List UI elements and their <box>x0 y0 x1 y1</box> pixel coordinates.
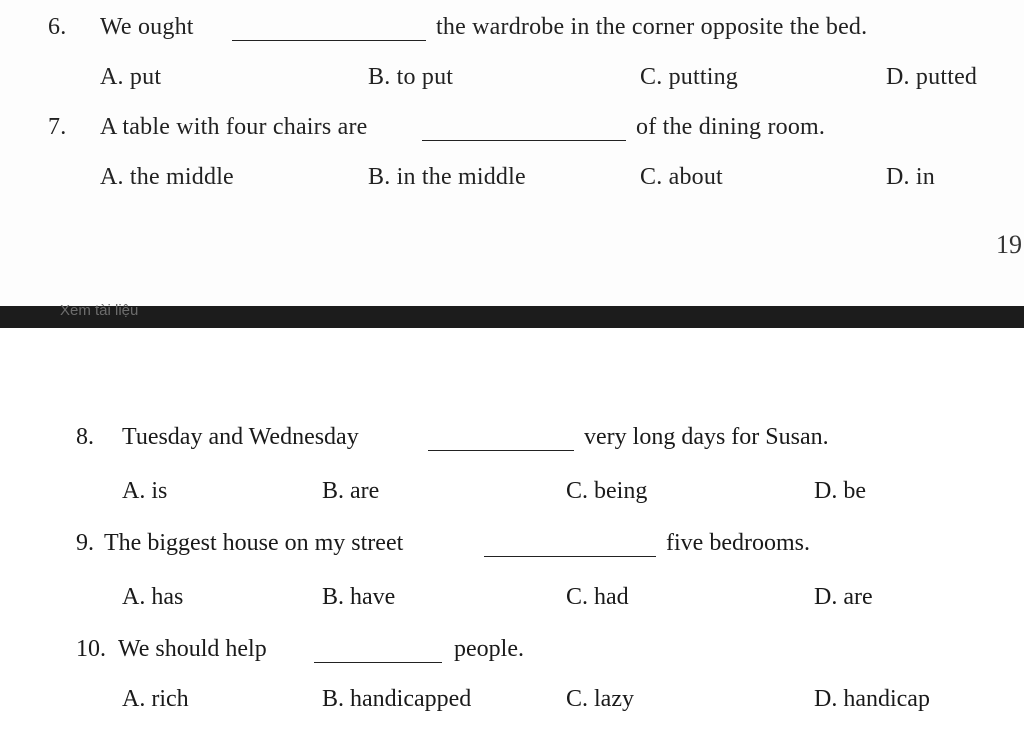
option-a[interactable]: A. rich <box>122 686 189 712</box>
answer-blank <box>428 430 574 451</box>
question-text-before: We ought <box>100 14 194 40</box>
question-text-before: The biggest house on my street <box>104 530 404 556</box>
page-number: 19 <box>996 230 1022 259</box>
question-number: 8. <box>76 424 94 450</box>
question-text-after: very long days for Susan. <box>584 424 829 450</box>
overlay-link-text[interactable]: Xem tài liệu <box>60 302 139 319</box>
option-b[interactable]: B. in the middle <box>368 164 526 190</box>
question-text-before: Tuesday and Wednesday <box>122 424 359 450</box>
question-text-after: of the dining room. <box>636 114 826 140</box>
option-c[interactable]: C. about <box>640 164 723 190</box>
option-d[interactable]: D. be <box>814 478 866 504</box>
question-number: 7. <box>48 114 67 140</box>
option-b[interactable]: B. have <box>322 584 396 610</box>
upper-page-scan <box>0 0 1024 306</box>
question-text-after: five bedrooms. <box>666 530 810 556</box>
answer-blank <box>232 20 426 41</box>
question-text-before: We should help <box>118 636 267 662</box>
option-b[interactable]: B. are <box>322 478 380 504</box>
option-c[interactable]: C. lazy <box>566 686 634 712</box>
question-text-after: the wardrobe in the corner opposite the bed. <box>436 14 868 40</box>
option-d[interactable]: D. handicap <box>814 686 930 712</box>
option-a[interactable]: A. put <box>100 64 162 90</box>
answer-blank <box>314 642 442 663</box>
question-text-before: A table with four chairs are <box>100 114 368 140</box>
option-c[interactable]: C. being <box>566 478 648 504</box>
lower-page-scan <box>0 328 1024 732</box>
answer-blank <box>484 536 656 557</box>
option-a[interactable]: A. the middle <box>100 164 234 190</box>
option-d[interactable]: D. in <box>886 164 935 190</box>
option-c[interactable]: C. putting <box>640 64 739 90</box>
question-number: 10. <box>76 636 106 662</box>
question-number: 6. <box>48 14 67 40</box>
option-b[interactable]: B. handicapped <box>322 686 472 712</box>
option-d[interactable]: D. putted <box>886 64 978 90</box>
option-c[interactable]: C. had <box>566 584 629 610</box>
option-d[interactable]: D. are <box>814 584 873 610</box>
option-a[interactable]: A. is <box>122 478 168 504</box>
answer-blank <box>422 120 626 141</box>
question-text-after: people. <box>454 636 524 662</box>
divider-bar <box>0 302 1024 328</box>
question-number: 9. <box>76 530 94 556</box>
option-b[interactable]: B. to put <box>368 64 454 90</box>
option-a[interactable]: A. has <box>122 584 184 610</box>
